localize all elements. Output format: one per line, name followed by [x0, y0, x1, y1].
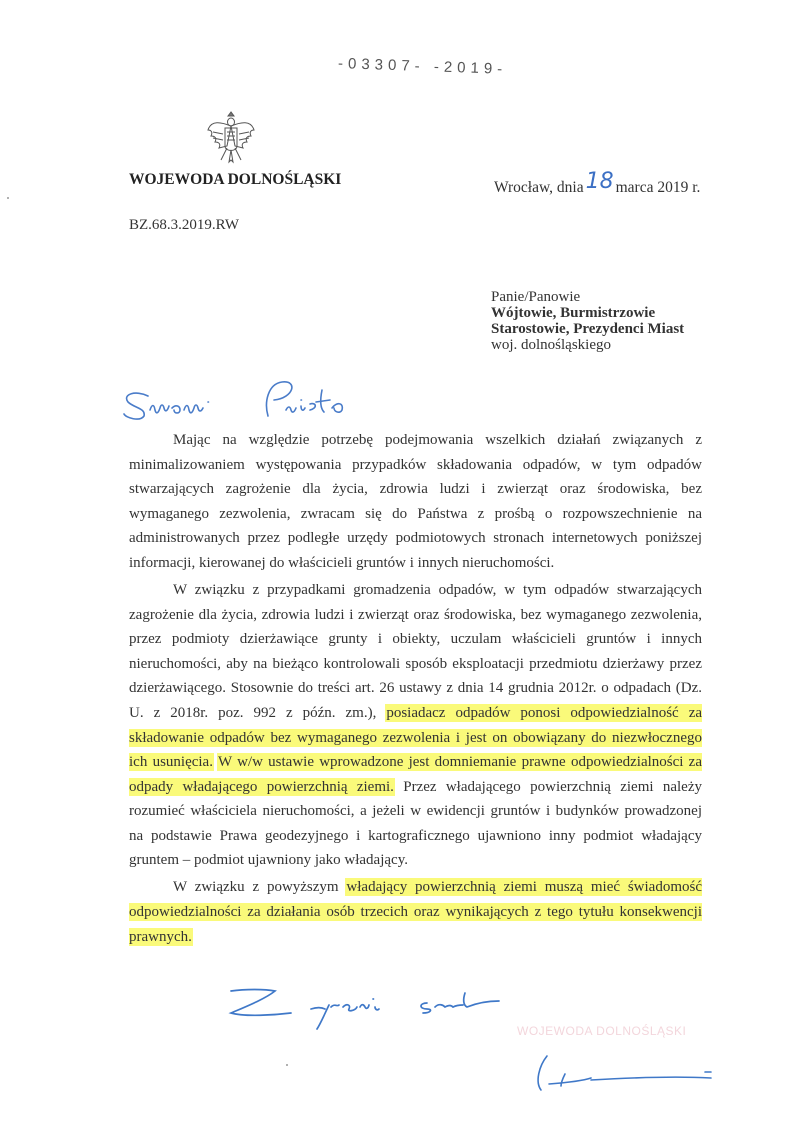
addressee-block	[491, 289, 684, 353]
paragraph-3-segment: W związku z powyższym	[173, 879, 347, 896]
reference-number: BZ.68.3.2019.RW	[129, 217, 240, 233]
scan-speck	[286, 1064, 288, 1066]
paragraph-2-segment: Przez władającego powierzchnią ziemi należy rozumieć właściciela nieruchomości, a jeżeli w ewidencji gruntów i budynków prowadzonej na podstawie Prawa geodezyjnego i kartograficznego ujawniono inny podmiot władający gruntem – podmiot ujawniony jako władający.	[129, 778, 702, 869]
paragraph-3	[129, 875, 702, 949]
eagle-emblem-icon	[205, 108, 257, 166]
addressee-line-2: Wójtowie, Burmistrzowie	[491, 305, 656, 321]
place-date-prefix: Wrocław, dnia	[494, 179, 584, 196]
highlighted-text: W w/w ustawie wprowadzone jest domniemanie prawne odpowiedzialności za odpady władającego powierzchnią ziemi.	[129, 754, 702, 795]
highlighted-text: władający powierzchnią ziemi muszą mieć świadomość odpowiedzialności za działania osób trzecich oraz wynikających z tego tytułu konsekwencji prawnych.	[129, 879, 703, 945]
place-and-date	[494, 169, 701, 198]
registration-stamp: -03307- -2019-	[337, 55, 508, 78]
handwritten-signature	[525, 1050, 725, 1100]
addressee-line-1: Panie/Panowie	[491, 289, 581, 305]
signature-stamp: WOJEWODA DOLNOŚLĄSKI	[517, 1024, 687, 1038]
issuing-authority: WOJEWODA DOLNOŚLĄSKI	[129, 171, 342, 188]
paragraph-2	[129, 578, 702, 873]
paragraph-1	[129, 428, 702, 576]
addressee-line-3: Starostowie, Prezydenci Miast	[491, 321, 685, 337]
handwritten-closing	[225, 985, 555, 1030]
scan-speck	[7, 197, 9, 199]
letter-body	[129, 428, 702, 952]
handwritten-day: 18	[585, 169, 614, 194]
handwritten-greeting	[118, 378, 378, 428]
place-date-suffix: marca 2019 r.	[615, 179, 701, 196]
paragraph-2-segment: W związku z przypadkami gromadzenia odpadów, w tym odpadów stwarzających zagrożenie dla życia, zdrowia ludzi i zwierząt oraz środowiska, bez wymaganego zezwolenia, przez podmioty dzierżawiące grunty i obiekty, uczulam właścicieli gruntów i innych nieruchomości, aby na bieżąco kontrolowali sposób eksploatacji przedmiotu dzierżawy przez dzierżawiącego. Stosownie do treści art. 26 ustawy z dnia 14 grudnia 2012r. o odpadach (Dz. U. z 2018r. poz. 992 z późn. zm.),	[129, 581, 702, 721]
paragraph-1-segment: Mając na względzie potrzebę podejmowania wszelkich działań związanych z minimalizowaniem występowania przypadków składowania odpadów, w tym odpadów stwarzających zagrożenie dla życia, zdrowia ludzi i zwierząt oraz środowiska, bez wymaganego zezwolenia, zwracam się do Państwa z prośbą o rozpowszechnienie na administrowanych przez podległe urzędy podmiotowych stronach internetowych poniższej informacji, kierowanej do właścicieli gruntów i innych nieruchomości.	[129, 432, 702, 571]
addressee-line-4: woj. dolnośląskiego	[491, 337, 611, 353]
highlighted-text: posiadacz odpadów ponosi odpowiedzialność za składowanie odpadów bez wymaganego zezwolenia i jest on obowiązany do niezwłocznego ich usunięcia.	[129, 704, 703, 771]
